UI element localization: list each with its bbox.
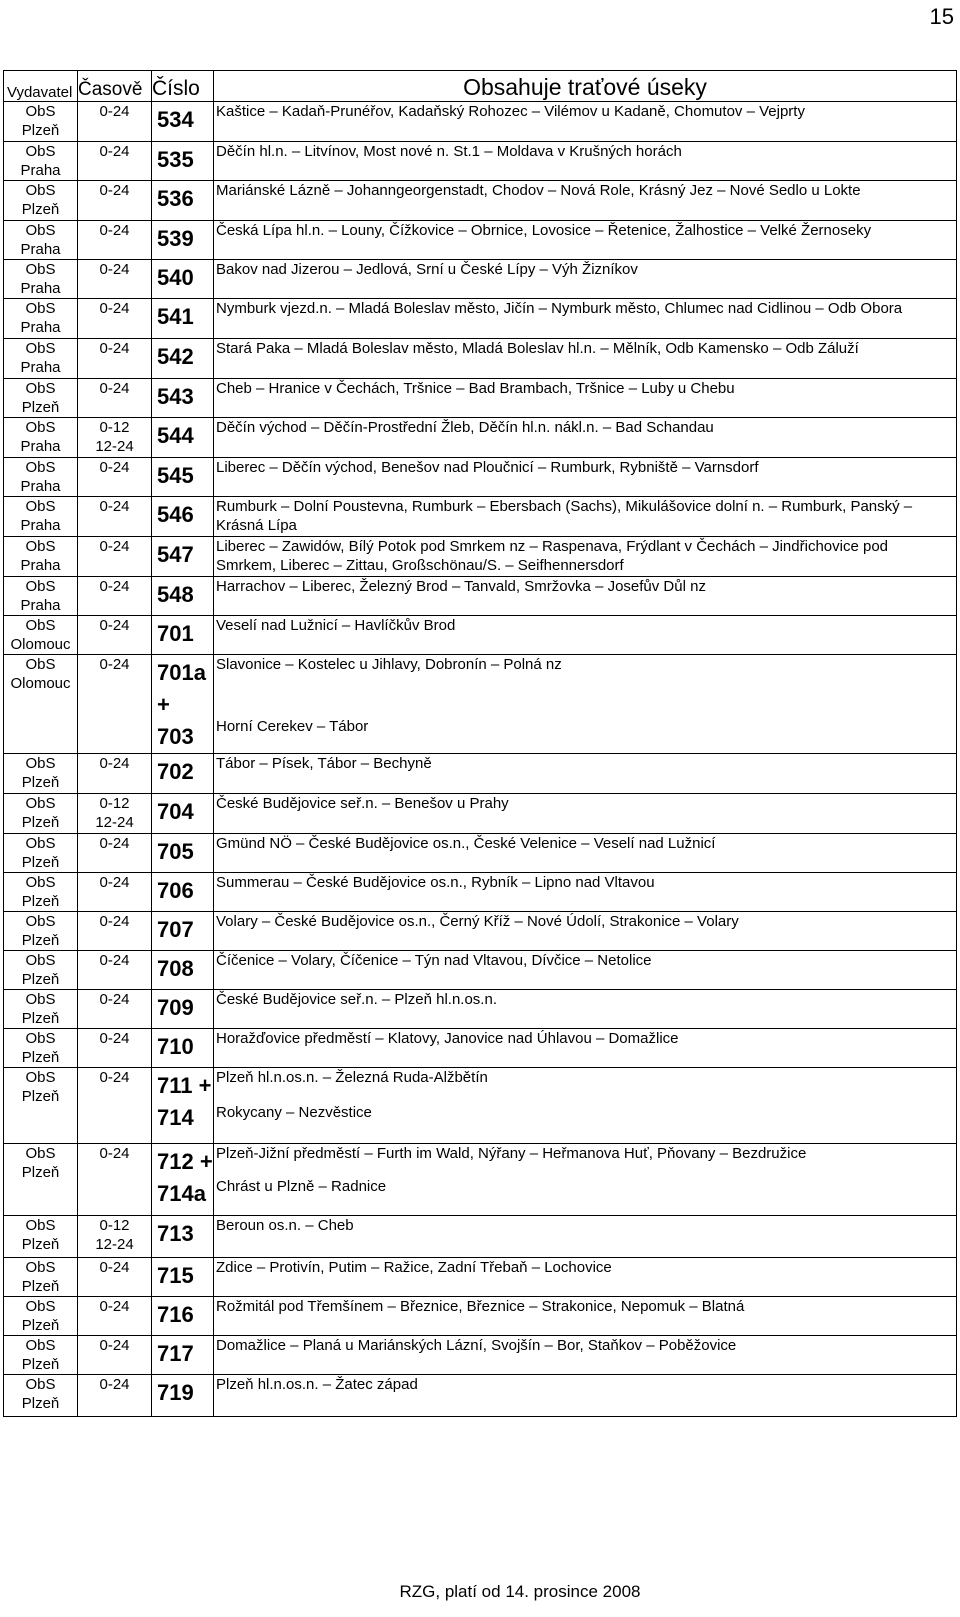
number-cell — [152, 990, 214, 1029]
number-cell — [152, 616, 214, 655]
publisher-line: ObS — [25, 261, 56, 278]
time-cell: 0-24 — [78, 260, 152, 299]
table-row — [4, 221, 957, 260]
publisher-line: Praha — [20, 280, 61, 297]
sections-cell — [214, 912, 957, 951]
sections-cell — [214, 1144, 957, 1216]
publisher-line: Plzeň — [21, 1010, 60, 1027]
publisher-cell — [4, 142, 78, 181]
header-publisher: Vydavatel — [4, 71, 78, 102]
section-text: Číčenice – Volary, Číčenice – Týn nad Vltavou, Dívčice – Netolice — [216, 952, 652, 969]
publisher-line: Plzeň — [21, 1088, 60, 1105]
section-text: Plzeň-Jižní předměstí – Furth im Wald, Nýřany – Heřmanova Huť, Pňovany – Bezdružice — [216, 1145, 807, 1162]
publisher-line: ObS — [25, 103, 56, 120]
publisher-line: ObS — [25, 795, 56, 812]
section-text: Liberec – Děčín východ, Benešov nad Ploučnicí – Rumburk, Rybniště – Varnsdorf — [216, 459, 759, 476]
number-cell — [152, 1258, 214, 1297]
publisher-cell — [4, 1068, 78, 1144]
publisher-line: Plzeň — [21, 1049, 60, 1066]
table-row — [4, 142, 957, 181]
time-cell: 0-24 — [78, 951, 152, 990]
table-row — [4, 1216, 957, 1258]
route-number: 716 — [157, 1302, 194, 1327]
sections-cell — [214, 260, 957, 299]
number-cell — [152, 418, 214, 458]
publisher-line: ObS — [25, 578, 56, 595]
time-cell: 0-24 — [78, 497, 152, 537]
section-text: Liberec – Zawidów, Bílý Potok pod Smrkem nz – Raspenava, Frýdlant v Čechách – Jindřichovice pod Smrkem, Liberec – Zittau, Großschönau/S. – Seifhennersdorf — [216, 538, 888, 574]
publisher-line: ObS — [25, 617, 56, 634]
time-cell: 0-12 12-24 — [78, 1216, 152, 1258]
publisher-line: Plzeň — [21, 1356, 60, 1373]
number-cell — [152, 1029, 214, 1068]
publisher-cell — [4, 497, 78, 537]
publisher-line: ObS — [25, 835, 56, 852]
time-cell: 0-24 — [78, 1297, 152, 1336]
publisher-line: Plzeň — [21, 201, 60, 218]
publisher-cell — [4, 655, 78, 754]
publisher-line: Praha — [20, 162, 61, 179]
sections-cell — [214, 873, 957, 912]
section-text: Bakov nad Jizerou – Jedlová, Srní u České Lípy – Výh Žizníkov — [216, 261, 638, 278]
table-header-row — [4, 71, 957, 102]
publisher-line: ObS — [25, 1376, 56, 1393]
number-cell — [152, 655, 214, 754]
footer-text: RZG, platí od 14. prosince 2008 — [399, 1582, 641, 1601]
publisher-cell — [4, 912, 78, 951]
publisher-cell — [4, 834, 78, 873]
publisher-line: ObS — [25, 1145, 56, 1162]
publisher-line: Plzeň — [21, 774, 60, 791]
number-cell — [152, 873, 214, 912]
table-row — [4, 181, 957, 221]
table-row — [4, 794, 957, 834]
section-text: Chrást u Plzně – Radnice — [216, 1178, 387, 1195]
footer — [0, 1582, 960, 1602]
route-number: 717 — [157, 1341, 194, 1366]
route-number: 541 — [157, 304, 194, 329]
table-row — [4, 458, 957, 497]
publisher-line: Plzeň — [21, 1395, 60, 1412]
sections-cell — [214, 1216, 957, 1258]
section-text: Děčín východ – Děčín-Prostřední Žleb, Děčín hl.n. nákl.n. – Bad Schandau — [216, 419, 714, 436]
publisher-cell — [4, 537, 78, 577]
table-row — [4, 754, 957, 794]
publisher-cell — [4, 616, 78, 655]
table-row — [4, 379, 957, 418]
publisher-cell — [4, 379, 78, 418]
time-cell: 0-24 — [78, 537, 152, 577]
header-number: Číslo — [152, 71, 214, 102]
time-cell: 0-24 — [78, 655, 152, 754]
time-cell: 0-24 — [78, 834, 152, 873]
publisher-cell — [4, 1297, 78, 1336]
number-cell — [152, 577, 214, 616]
publisher-line: ObS — [25, 1298, 56, 1315]
number-cell — [152, 537, 214, 577]
table-row — [4, 102, 957, 142]
publisher-line: Praha — [20, 597, 61, 614]
sections-cell — [214, 1029, 957, 1068]
table-row — [4, 1297, 957, 1336]
publisher-cell — [4, 1258, 78, 1297]
time-cell: 0-24 — [78, 339, 152, 379]
section-text: Volary – České Budějovice os.n., Černý Kříž – Nové Údolí, Strakonice – Volary — [216, 913, 739, 930]
route-number: 711 + — [157, 1073, 212, 1098]
number-cell — [152, 1068, 214, 1144]
time-cell: 0-24 — [78, 1375, 152, 1417]
publisher-cell — [4, 1336, 78, 1375]
sections-cell — [214, 1297, 957, 1336]
route-number: 534 — [157, 107, 194, 132]
route-number: 712 + — [157, 1149, 213, 1174]
time-cell: 0-24 — [78, 990, 152, 1029]
sections-cell — [214, 537, 957, 577]
sections-cell — [214, 221, 957, 260]
section-text: Slavonice – Kostelec u Jihlavy, Dobronín – Polná nz — [216, 656, 562, 673]
publisher-cell — [4, 1029, 78, 1068]
table-row — [4, 1068, 957, 1144]
sections-cell — [214, 754, 957, 794]
publisher-cell — [4, 260, 78, 299]
table-row — [4, 418, 957, 458]
route-number: 545 — [157, 463, 194, 488]
publisher-line: ObS — [25, 182, 56, 199]
number-cell — [152, 379, 214, 418]
number-cell — [152, 834, 214, 873]
section-text: Summerau – České Budějovice os.n., Rybník – Lipno nad Vltavou — [216, 874, 655, 891]
route-number: 708 — [157, 956, 194, 981]
number-cell — [152, 299, 214, 339]
table-row — [4, 616, 957, 655]
time-cell: 0-12 12-24 — [78, 794, 152, 834]
publisher-line: ObS — [25, 1069, 56, 1086]
sections-cell — [214, 990, 957, 1029]
publisher-line: ObS — [25, 1337, 56, 1354]
publisher-line: ObS — [25, 143, 56, 160]
publisher-cell — [4, 794, 78, 834]
publisher-line: ObS — [25, 1030, 56, 1047]
publisher-line: Olomouc — [10, 636, 71, 653]
publisher-line: Plzeň — [21, 1164, 60, 1181]
table-row — [4, 834, 957, 873]
publisher-line: ObS — [25, 874, 56, 891]
number-cell — [152, 794, 214, 834]
section-text: České Budějovice seř.n. – Plzeň hl.n.os.n. — [216, 991, 497, 1008]
time-cell: 0-24 — [78, 1258, 152, 1297]
publisher-line: Plzeň — [21, 971, 60, 988]
route-number: 536 — [157, 186, 194, 211]
route-number: 707 — [157, 917, 194, 942]
time-cell: 0-24 — [78, 754, 152, 794]
publisher-cell — [4, 339, 78, 379]
number-cell — [152, 951, 214, 990]
table-row — [4, 951, 957, 990]
publisher-line: ObS — [25, 340, 56, 357]
section-text: Česká Lípa hl.n. – Louny, Čížkovice – Obrnice, Lovosice – Řetenice, Žalhostice – Velké Žernoseky — [216, 222, 872, 239]
publisher-cell — [4, 1375, 78, 1417]
section-text: Domažlice – Planá u Mariánských Lázní, Svojšín – Bor, Staňkov – Poběžovice — [216, 1337, 737, 1354]
table-row — [4, 299, 957, 339]
time-cell: 0-24 — [78, 577, 152, 616]
section-text: Děčín hl.n. – Litvínov, Most nové n. St.1 – Moldava v Krušných horách — [216, 143, 682, 160]
publisher-line: Praha — [20, 557, 61, 574]
section-text: Plzeň hl.n.os.n. – Žatec západ — [216, 1376, 418, 1393]
time-cell: 0-24 — [78, 299, 152, 339]
route-number: 702 — [157, 759, 194, 784]
section-text: Rumburk – Dolní Poustevna, Rumburk – Ebersbach (Sachs), Mikulášovice dolní n. – Rumburk, Panský – Krásná Lípa — [216, 498, 913, 534]
sections-cell — [214, 379, 957, 418]
route-number: 713 — [157, 1221, 194, 1246]
publisher-line: Plzeň — [21, 122, 60, 139]
section-text: Veselí nad Lužnicí – Havlíčkův Brod — [216, 617, 456, 634]
route-number: 543 — [157, 384, 194, 409]
number-cell — [152, 102, 214, 142]
time-cell: 0-12 12-24 — [78, 418, 152, 458]
publisher-line: Plzeň — [21, 932, 60, 949]
publisher-line: ObS — [25, 300, 56, 317]
time-cell: 0-24 — [78, 379, 152, 418]
table-row — [4, 990, 957, 1029]
section-text: Beroun os.n. – Cheb — [216, 1217, 354, 1234]
time-cell: 0-24 — [78, 873, 152, 912]
table-row — [4, 577, 957, 616]
section-text: Plzeň hl.n.os.n. – Železná Ruda-Alžbětín — [216, 1069, 488, 1086]
publisher-line: ObS — [25, 538, 56, 555]
publisher-cell — [4, 1144, 78, 1216]
route-number: 714a — [157, 1181, 206, 1206]
publisher-line: Plzeň — [21, 814, 60, 831]
publisher-line: Plzeň — [21, 893, 60, 910]
publisher-cell — [4, 873, 78, 912]
publisher-line: ObS — [25, 380, 56, 397]
time-cell: 0-24 — [78, 102, 152, 142]
section-text: Cheb – Hranice v Čechách, Tršnice – Bad Brambach, Tršnice – Luby u Chebu — [216, 380, 735, 397]
sections-cell — [214, 951, 957, 990]
publisher-cell — [4, 1216, 78, 1258]
time-cell: 0-24 — [78, 142, 152, 181]
section-text: Zdice – Protivín, Putim – Ražice, Zadní Třebaň – Lochovice — [216, 1259, 612, 1276]
publisher-cell — [4, 990, 78, 1029]
publisher-line: Plzeň — [21, 399, 60, 416]
number-cell — [152, 1297, 214, 1336]
time-cell: 0-24 — [78, 181, 152, 221]
number-cell — [152, 142, 214, 181]
route-number: 540 — [157, 265, 194, 290]
table-row — [4, 912, 957, 951]
number-cell — [152, 912, 214, 951]
publisher-line: ObS — [25, 459, 56, 476]
route-number: 546 — [157, 502, 194, 527]
route-number: 714 — [157, 1105, 194, 1130]
section-text: Harrachov – Liberec, Železný Brod – Tanvald, Smržovka – Josefův Důl nz — [216, 578, 706, 595]
sections-cell — [214, 577, 957, 616]
publisher-cell — [4, 458, 78, 497]
route-number: 715 — [157, 1263, 194, 1288]
publisher-line: Praha — [20, 359, 61, 376]
time-cell: 0-24 — [78, 221, 152, 260]
publisher-cell — [4, 754, 78, 794]
route-number: 701a — [157, 660, 206, 685]
route-number: 704 — [157, 799, 194, 824]
number-cell — [152, 1144, 214, 1216]
publisher-line: Praha — [20, 438, 61, 455]
publisher-line: Plzeň — [21, 854, 60, 871]
publisher-line: ObS — [25, 656, 56, 673]
section-text — [216, 686, 952, 705]
table-row — [4, 873, 957, 912]
publisher-cell — [4, 181, 78, 221]
route-number: 719 — [157, 1380, 194, 1405]
section-text: Gmünd NÖ – České Budějovice os.n., České Velenice – Veselí nad Lužnicí — [216, 835, 716, 852]
table-row — [4, 1375, 957, 1417]
publisher-line: Plzeň — [21, 1236, 60, 1253]
sections-cell — [214, 142, 957, 181]
number-cell — [152, 497, 214, 537]
sections-cell — [214, 418, 957, 458]
time-cell: 0-24 — [78, 616, 152, 655]
section-text: Rožmitál pod Třemšínem – Březnice, Březnice – Strakonice, Nepomuk – Blatná — [216, 1298, 745, 1315]
publisher-line: Olomouc — [10, 675, 71, 692]
number-cell — [152, 181, 214, 221]
number-cell — [152, 1336, 214, 1375]
sections-cell — [214, 794, 957, 834]
section-text: Rokycany – Nezvěstice — [216, 1104, 372, 1121]
time-cell: 0-24 — [78, 912, 152, 951]
sections-cell — [214, 458, 957, 497]
publisher-line: ObS — [25, 952, 56, 969]
route-number: 701 — [157, 621, 194, 646]
time-cell: 0-24 — [78, 458, 152, 497]
publisher-line: ObS — [25, 498, 56, 515]
sections-cell — [214, 1068, 957, 1144]
publisher-cell — [4, 221, 78, 260]
publisher-cell — [4, 102, 78, 142]
section-text: Kaštice – Kadaň-Prunéřov, Kadaňský Rohozec – Vilémov u Kadaně, Chomutov – Vejprty — [216, 103, 805, 120]
table-row — [4, 1336, 957, 1375]
section-text: České Budějovice seř.n. – Benešov u Prahy — [216, 795, 509, 812]
route-number: + — [157, 692, 170, 717]
table-row — [4, 655, 957, 754]
route-number: 709 — [157, 995, 194, 1020]
publisher-line: ObS — [25, 1259, 56, 1276]
time-cell: 0-24 — [78, 1144, 152, 1216]
number-cell — [152, 1216, 214, 1258]
table-row — [4, 339, 957, 379]
route-number: 542 — [157, 344, 194, 369]
sections-cell — [214, 497, 957, 537]
publisher-line: ObS — [25, 755, 56, 772]
publisher-cell — [4, 299, 78, 339]
page-number: 15 — [929, 4, 954, 29]
publisher-line: Plzeň — [21, 1278, 60, 1295]
sections-cell — [214, 1336, 957, 1375]
number-cell — [152, 754, 214, 794]
section-text: Horní Cerekev – Tábor — [216, 718, 369, 735]
route-number: 548 — [157, 582, 194, 607]
publisher-line: ObS — [25, 991, 56, 1008]
publisher-line: ObS — [25, 419, 56, 436]
number-cell — [152, 1375, 214, 1417]
route-number: 544 — [157, 423, 194, 448]
publisher-cell — [4, 418, 78, 458]
route-number: 710 — [157, 1034, 194, 1059]
table-row — [4, 260, 957, 299]
sections-cell — [214, 299, 957, 339]
section-text: Stará Paka – Mladá Boleslav město, Mladá Boleslav hl.n. – Mělník, Odb Kamensko – Odb Záluží — [216, 340, 859, 357]
table-row — [4, 1029, 957, 1068]
number-cell — [152, 221, 214, 260]
number-cell — [152, 339, 214, 379]
publisher-line: ObS — [25, 913, 56, 930]
time-cell: 0-24 — [78, 1029, 152, 1068]
section-text: Mariánské Lázně – Johanngeorgenstadt, Chodov – Nová Role, Krásný Jez – Nové Sedlo u Lokte — [216, 182, 861, 199]
publisher-line: ObS — [25, 1217, 56, 1234]
header-time: Časově — [78, 71, 152, 102]
number-cell — [152, 458, 214, 497]
sections-cell — [214, 339, 957, 379]
number-cell — [152, 260, 214, 299]
sections-cell — [214, 616, 957, 655]
section-text: Tábor – Písek, Tábor – Bechyně — [216, 755, 432, 772]
table-row — [4, 537, 957, 577]
sections-cell — [214, 181, 957, 221]
time-cell: 0-24 — [78, 1336, 152, 1375]
table-row — [4, 1258, 957, 1297]
publisher-line: Praha — [20, 517, 61, 534]
publisher-line: ObS — [25, 222, 56, 239]
sections-cell — [214, 655, 957, 754]
table-body — [4, 102, 957, 1417]
publisher-cell — [4, 577, 78, 616]
publisher-line: Praha — [20, 478, 61, 495]
table-row — [4, 1144, 957, 1216]
sections-cell — [214, 102, 957, 142]
sections-cell — [214, 1258, 957, 1297]
publisher-line: Praha — [20, 241, 61, 258]
route-number: 703 — [157, 724, 194, 749]
route-number: 539 — [157, 226, 194, 251]
section-text: Nymburk vjezd.n. – Mladá Boleslav město, Jičín – Nymburk město, Chlumec nad Cidlinou – Odb Obora — [216, 300, 903, 317]
publisher-line: Plzeň — [21, 1317, 60, 1334]
header-sections: Obsahuje traťové úseky — [214, 71, 957, 102]
table-row — [4, 497, 957, 537]
publisher-cell — [4, 951, 78, 990]
route-number: 547 — [157, 542, 194, 567]
publisher-line: Praha — [20, 319, 61, 336]
route-number: 535 — [157, 147, 194, 172]
route-table — [3, 70, 957, 1417]
route-number: 705 — [157, 839, 194, 864]
sections-cell — [214, 834, 957, 873]
route-number: 706 — [157, 878, 194, 903]
sections-cell — [214, 1375, 957, 1417]
section-text: Horažďovice předměstí – Klatovy, Janovice nad Úhlavou – Domažlice — [216, 1030, 679, 1047]
time-cell: 0-24 — [78, 1068, 152, 1144]
